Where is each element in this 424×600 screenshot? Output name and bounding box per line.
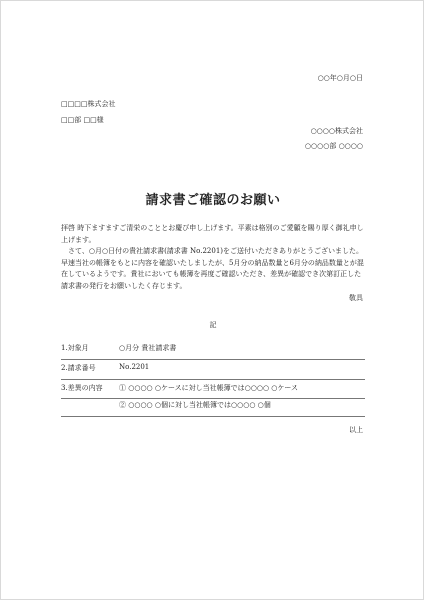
item-label: 2.請求番号 [61,364,96,372]
letter-body [61,223,365,292]
ki-heading: 記 [209,321,217,329]
recipient-block [61,99,115,131]
main-paragraph: さて、○月○日付の貴社請求書(請求書 No.2201)をご送付いただきありがとうございました。早速当社の帳簿をもとに内容を確認いたしましたが、5月分の納品数量と6月分の納品数量とが混在しているようです。貴社においても帳簿を再度ご確認いただき、差異が確認でき次第訂正した請求書の発行をお願いしたく存じます。 [61,247,364,290]
ending-ijo: 以上 [349,426,363,434]
sender-block [305,126,363,156]
sender-company: ○○○○株式会社 [310,127,363,135]
item-row-discrepancy [61,380,365,417]
item-label: 3.差異の内容 [61,384,103,392]
item-value-line-2: ② ○○○○ ○個に対し当社帳簿では○○○○ ○個 [119,401,271,409]
item-row-invoice-number [61,360,365,380]
document-title: 請求書ご確認のお願い [145,193,281,208]
item-value: No.2201 [119,363,150,371]
row-divider [61,398,365,399]
item-value: ○月分 貴社請求書 [119,344,177,352]
items-table [61,340,365,417]
item-label: 1.対象月 [61,344,89,352]
row-divider [61,416,365,417]
sender-person: ○○○○部 ○○○○ [304,142,363,150]
recipient-company: □□□□株式会社 [61,100,116,108]
recipient-person: □□部 □□様 [61,116,104,124]
closing-keigu: 敬具 [349,294,363,302]
item-value-line-1: ① ○○○○ ○ケースに対し当社帳簿では○○○○ ○ケース [119,384,299,392]
document-date: ○○年○月○日 [317,74,363,82]
greeting-paragraph: 拝啓 時下ますますご清栄のこととお慶び申し上げます。平素は格別のご愛顧を賜り厚く御礼申し上げます。 [61,224,364,244]
item-row-target-month [61,340,365,360]
